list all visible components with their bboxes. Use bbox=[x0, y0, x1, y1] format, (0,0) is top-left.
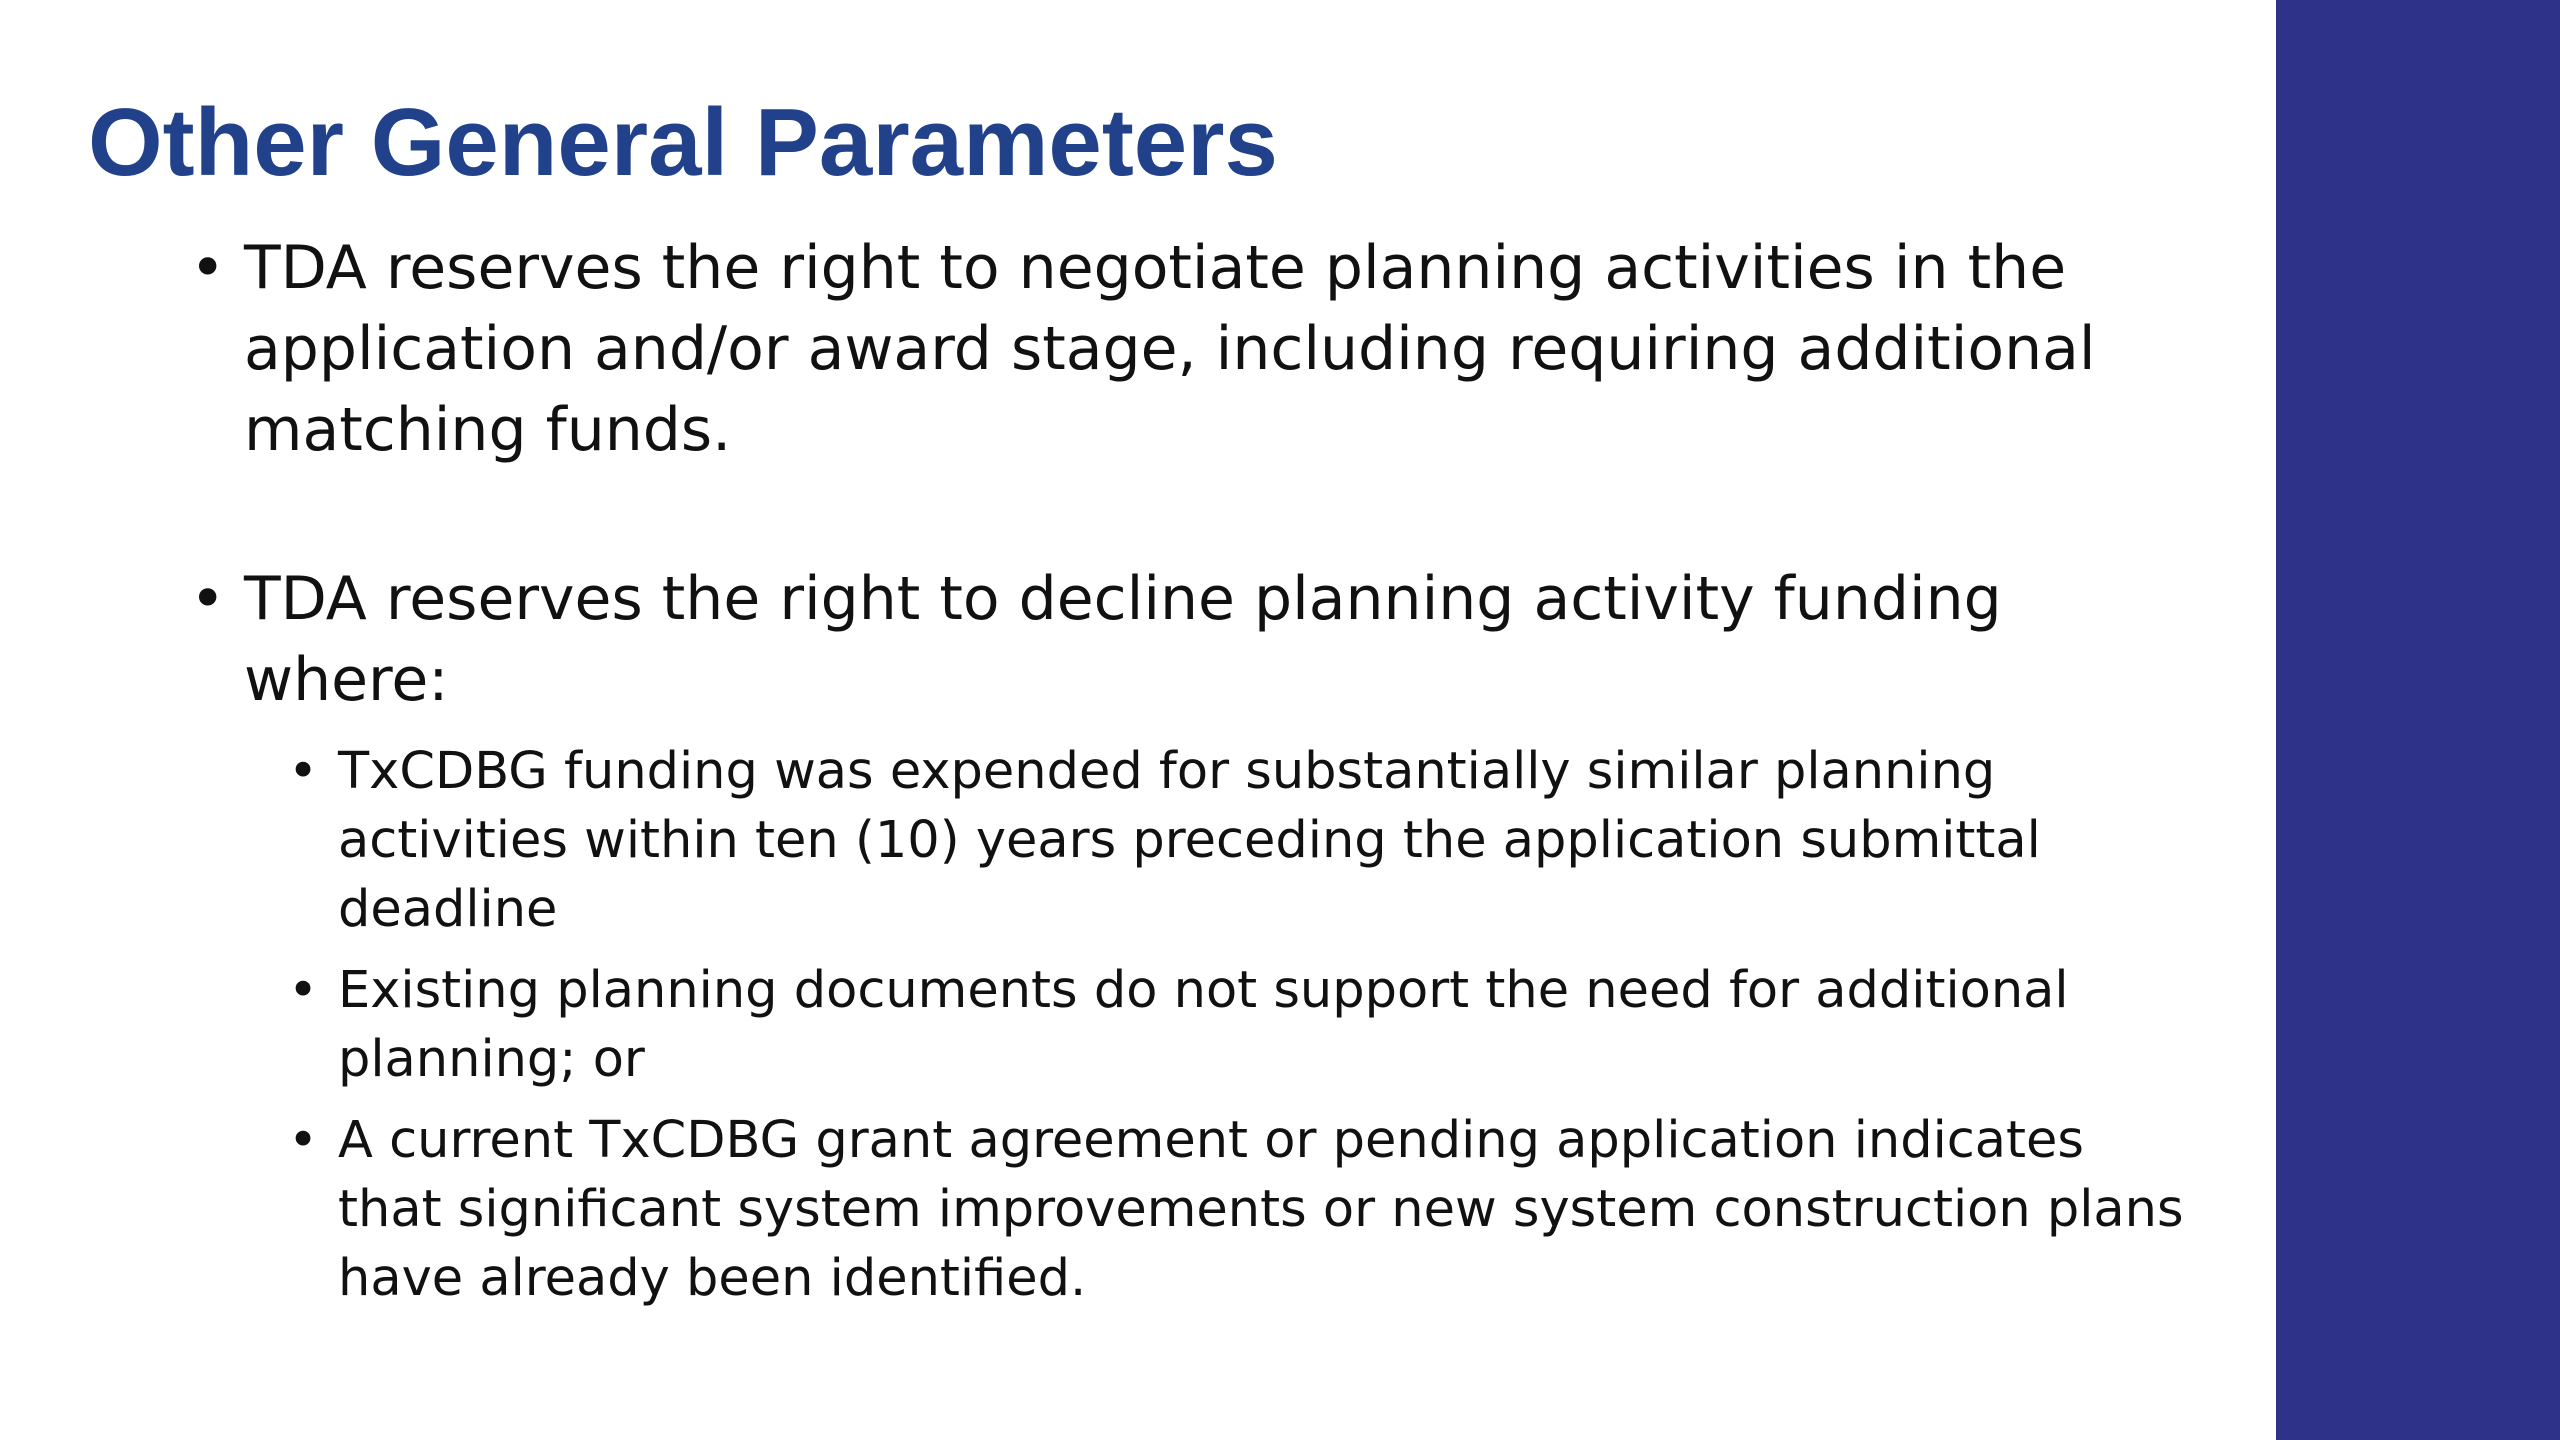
sidebar-accent-panel bbox=[2276, 0, 2560, 1440]
bullet-list bbox=[190, 228, 2190, 1313]
bullet-icon: • bbox=[288, 961, 319, 1020]
sub-bullet-item bbox=[244, 1106, 2190, 1313]
bullet-icon: • bbox=[288, 1111, 319, 1170]
sub-bullet-list bbox=[244, 737, 2190, 1313]
bullet-icon: • bbox=[190, 233, 226, 303]
slide-body bbox=[190, 228, 2190, 1313]
bullet-icon: • bbox=[190, 564, 226, 634]
sub-bullet-text: Existing planning documents do not support the need for additional planning; or bbox=[338, 961, 2069, 1089]
sub-bullet-text: TxCDBG funding was expended for substantially similar planning activities within ten (10) years preceding the application submittal deadline bbox=[338, 742, 2041, 939]
bullet-text: TDA reserves the right to negotiate planning activities in the application and/or award stage, including requiring additional matching funds. bbox=[244, 233, 2096, 465]
sub-bullet-item bbox=[244, 956, 2190, 1094]
bullet-item-decline bbox=[190, 559, 2190, 1313]
sub-bullet-item bbox=[244, 737, 2190, 944]
bullet-item-negotiate bbox=[190, 228, 2190, 471]
sub-bullet-text: A current TxCDBG grant agreement or pending application indicates that significant system improvements or new system construction plans have already been identified. bbox=[338, 1111, 2184, 1308]
bullet-icon: • bbox=[288, 742, 319, 801]
slide-title: Other General Parameters bbox=[88, 89, 1278, 196]
bullet-text: TDA reserves the right to decline planning activity funding where: bbox=[244, 564, 2002, 715]
